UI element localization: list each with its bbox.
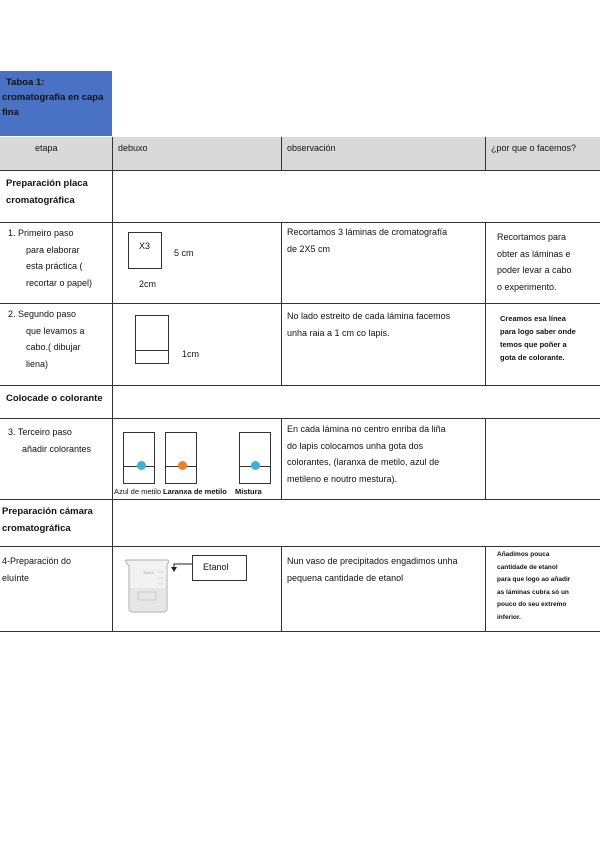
reason-line: Creamos esa línea — [500, 314, 566, 323]
pencil-line — [135, 350, 169, 351]
grid-line — [0, 546, 600, 547]
reason-line: inferior. — [497, 613, 521, 621]
row3-observation — [287, 421, 446, 487]
table-title — [0, 71, 112, 136]
grid-column-line — [112, 137, 113, 631]
section-colocade-colorante: Colocade o colorante — [6, 393, 103, 404]
stage-line: cabo.( dibujar — [26, 342, 81, 352]
stage-line: 1. Primeiro paso — [8, 228, 74, 238]
stage-line: recortar o papel) — [26, 277, 93, 288]
section-line: Preparación cámara — [2, 506, 93, 517]
stage-line: 2. Segundo paso — [8, 309, 77, 319]
reason-line: o experimento. — [497, 281, 557, 292]
stage-line: eluínte — [2, 572, 30, 583]
observation-line: metileno e noutro mestura). — [287, 473, 398, 484]
row1-reason — [497, 229, 572, 295]
row1-observation — [287, 224, 447, 257]
table-header-row — [0, 137, 600, 170]
grid-column-line — [281, 418, 282, 499]
reason-line: Recortamos para — [497, 232, 567, 242]
strip-label-azul: Azul de metilo — [114, 487, 162, 496]
drop-laranxa — [178, 461, 187, 470]
drawing-multiplier: X3 — [139, 241, 151, 251]
row2-observation — [287, 308, 450, 341]
observation-line: do lapis colocamos unha gota dos — [287, 440, 424, 451]
grid-column-line — [281, 222, 282, 385]
observation-line: pequena cantidade de etanol — [287, 572, 404, 583]
grid-column-line — [281, 137, 282, 170]
drawing-height-label: 5 cm — [174, 248, 194, 258]
row2-stage — [8, 306, 85, 372]
stage-line: añadir colorantes — [22, 443, 92, 454]
grid-line — [0, 418, 600, 419]
stage-line: esta práctica ( — [26, 261, 83, 271]
row1-stage — [8, 225, 92, 291]
grid-column-line — [485, 137, 486, 170]
section-line: cromatográfica — [6, 195, 75, 206]
row2-reason — [500, 312, 576, 364]
observation-line: En cada lámina no centro enriba da liña — [287, 424, 446, 434]
paper-strip-drawing — [135, 315, 169, 364]
strip-mistura — [239, 432, 271, 484]
observation-line: Nun vaso de precipitados engadimos unha — [287, 556, 458, 566]
grid-line — [0, 499, 600, 500]
table-title-line3: fina — [2, 107, 19, 118]
stage-line: 3. Terceiro paso — [8, 427, 72, 437]
strip-label-laranxa: Laranxa de metilo — [163, 487, 227, 496]
reason-line: obter as láminas e — [497, 248, 571, 259]
stage-line: que levamos a — [26, 325, 85, 336]
table-title-line2: cromatografía en capa — [2, 92, 104, 103]
etanol-callout-label: Etanol — [203, 562, 229, 572]
observation-line: colorantes, (laranxa de metilo, azul de — [287, 457, 440, 467]
beaker-brand: SIMAX — [143, 571, 154, 575]
header-por-que: ¿por que o facemos? — [491, 143, 577, 153]
reason-line: pouco do seu extremo — [497, 601, 567, 608]
drawing-mark-label: 1cm — [182, 349, 200, 359]
grid-column-line — [485, 222, 486, 385]
header-etapa: etapa — [35, 143, 58, 153]
observation-line: unha raia a 1 cm co lapis. — [287, 327, 390, 338]
section-line: Preparación placa — [6, 178, 88, 189]
observation-line: No lado estreito de cada lámina facemos — [287, 311, 451, 321]
strip-label-mistura: Mistura — [235, 487, 262, 496]
row4-observation — [287, 553, 458, 586]
section-preparacion-placa — [6, 175, 88, 209]
observation-line: de 2X5 cm — [287, 243, 331, 254]
reason-line: Añadimos pouca — [497, 551, 550, 558]
section-preparacion-camara — [2, 503, 93, 537]
stage-line: para elaborar — [26, 244, 80, 255]
reason-line: cantidade de etanol — [497, 563, 558, 571]
grid-line — [0, 303, 600, 304]
observation-line: Recortamos 3 láminas de cromatografía — [287, 227, 448, 237]
grid-column-line — [485, 546, 486, 631]
grid-line — [0, 385, 600, 386]
grid-line — [0, 631, 600, 632]
reason-line: para que logo ao añadir — [497, 576, 571, 583]
drawing-width-label: 2cm — [139, 279, 157, 289]
header-debuxo: debuxo — [118, 143, 148, 153]
header-observacion: observación — [287, 143, 336, 153]
row4-stage — [2, 553, 71, 586]
grid-line — [0, 170, 600, 171]
drop-azul — [137, 461, 146, 470]
reason-line: poder levar a cabo — [497, 265, 572, 275]
reason-line: as láminas cubra só un — [497, 588, 569, 596]
drop-mistura — [251, 461, 260, 470]
strip-azul — [123, 432, 155, 484]
stage-line: liena) — [26, 358, 49, 369]
reason-line: temos que poñer a — [500, 340, 567, 349]
stage-line: 4-Preparación do — [2, 556, 72, 566]
strip-laranxa — [165, 432, 197, 484]
row3-stage — [8, 424, 91, 457]
reason-line: para logo saber onde — [500, 327, 576, 336]
table-title-line1: Taboa 1: — [6, 77, 45, 88]
row4-reason — [497, 549, 570, 624]
reason-line: gota de colorante. — [500, 353, 565, 362]
section-line: cromatográfica — [2, 523, 71, 534]
grid-column-line — [485, 418, 486, 499]
grid-line — [0, 222, 600, 223]
